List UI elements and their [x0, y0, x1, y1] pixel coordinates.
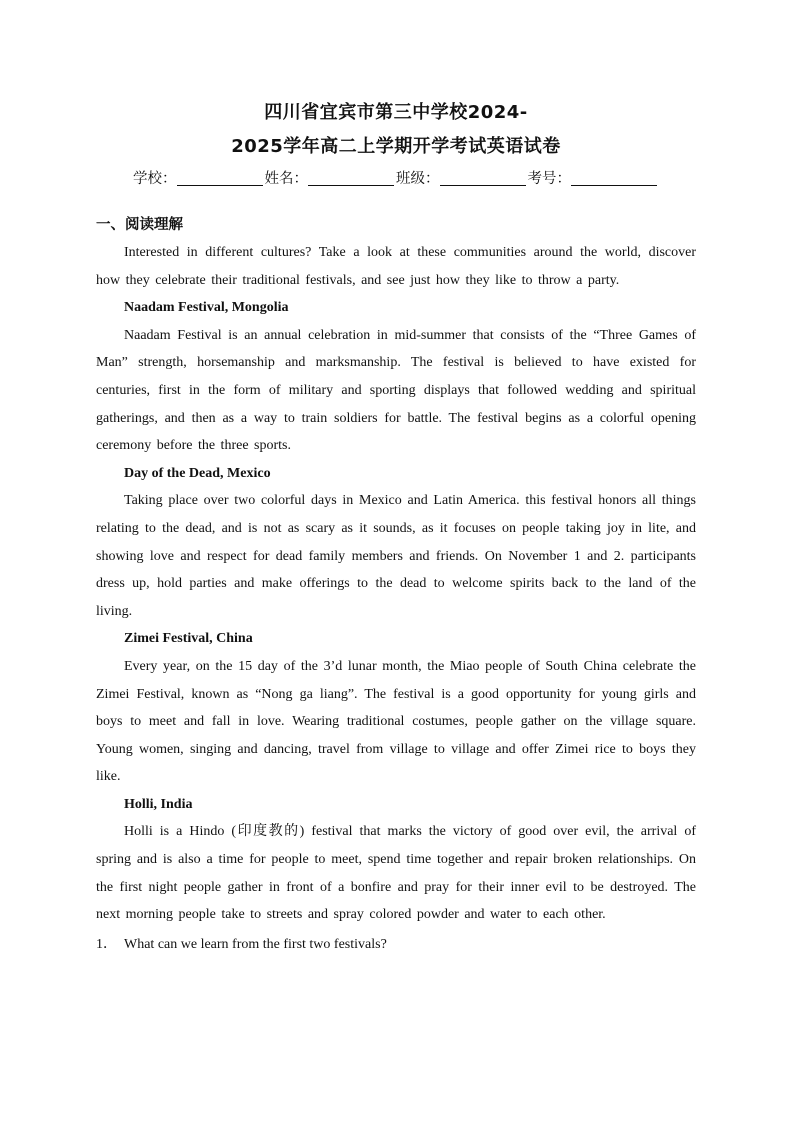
festival-text-naadam: Naadam Festival is an annual celebration in mid-summer that consists of the “Three Games of Man” strength, horsemanship and marksmanship. The festival is believed to have existed for centuries, first in the form of military and sporting displays that followed wedding and spiritual gatherings, and then as a way to train soldiers for battle. The festival begins as a colorful opening ceremony before the three sports. [96, 327, 696, 454]
exam-number-blank[interactable] [571, 169, 657, 186]
exam-title [96, 96, 696, 164]
festival-heading-naadam: Naadam Festival, Mongolia [124, 300, 289, 316]
festival-heading-holli: Holli, India [124, 796, 193, 812]
festival-text-zimei: Every year, on the 15 day of the 3’d lunar month, the Miao people of South China celebrate the Zimei Festival, known as “Nong ga liang”. The festival is a good opportunity for young girls and boys to meet and fall in love. Wearing traditional costumes, people gather on the village square. Young women, singing and dancing, travel from village to village and offer Zimei rice to boys they like. [96, 658, 696, 785]
title-line-1: 四川省宜宾市第三中学校2024- [264, 102, 528, 123]
section-heading: 一、阅读理解 [96, 217, 183, 233]
question-number: 1． [96, 936, 117, 952]
exam-page [96, 96, 696, 958]
festival-text-holli: Holli is a Hindo (印度教的) festival that marks the victory of good over evil, the arrival of spring and is also a time for people to meet, spend time together and repair broken relationships. On the first night people gather in front of a bonfire and pray for their inner evil to be destroyed. The next morning people take to streets and spray colored powder and water to each other. [96, 824, 696, 923]
passage-intro: Interested in different cultures? Take a look at these communities around the world, discover how they celebrate their traditional festivals, and see just how they like to throw a party. [96, 245, 696, 288]
question-text: What can we learn from the first two festivals? [124, 936, 387, 952]
festival-heading-zimei: Zimei Festival, China [124, 631, 253, 647]
school-blank[interactable] [177, 169, 263, 186]
name-blank[interactable] [308, 169, 394, 186]
festival-heading-day-of-dead: Day of the Dead, Mexico [124, 465, 271, 481]
festival-text-day-of-dead: Taking place over two colorful days in Mexico and Latin America. this festival honors all things relating to the dead, and is not as scary as it sounds, as it focuses on people taking joy in lite, and showing love and respect for dead family members and friends. On November 1 and 2. participants dress up, hold parties and make offerings to the dead to welcome spirits back to the land of the living. [96, 493, 696, 619]
class-blank[interactable] [440, 169, 526, 186]
school-label: 学校： [133, 171, 177, 187]
name-label: 姓名： [264, 171, 308, 187]
question-1 [96, 931, 696, 959]
title-line-2: 2025学年高二上学期开学考试英语试卷 [231, 136, 561, 157]
class-label: 班级： [396, 171, 440, 187]
exam-number-label: 考号： [527, 171, 571, 187]
student-info-row [96, 166, 696, 192]
